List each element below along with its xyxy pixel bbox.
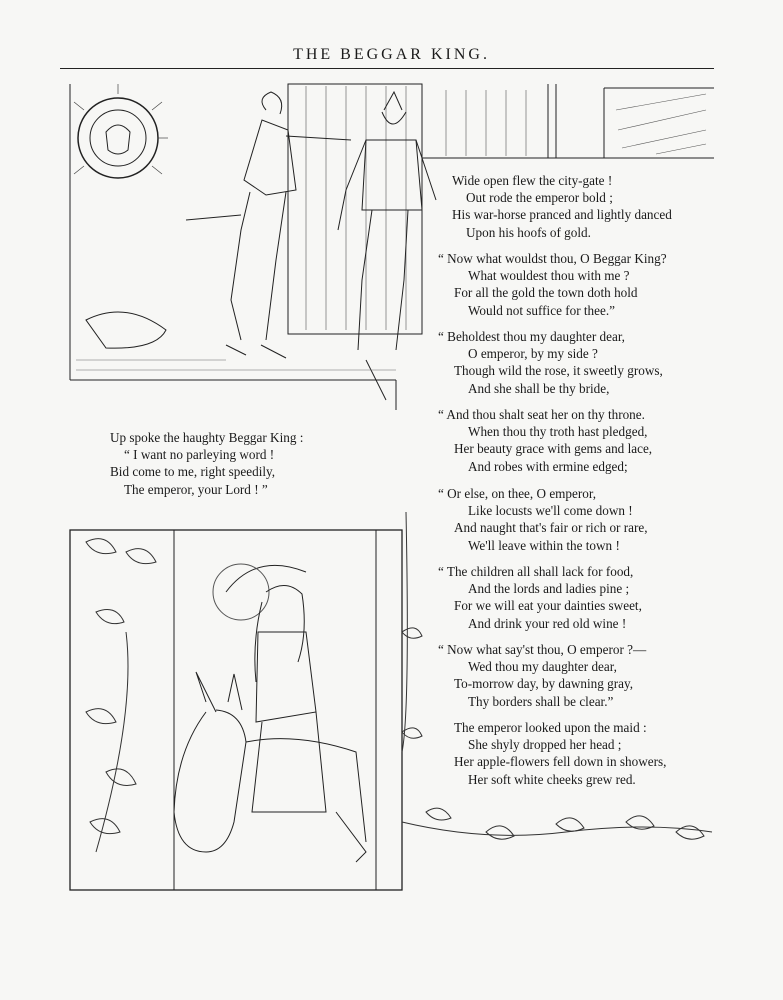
verse-line: And robes with ermine edged; (468, 458, 628, 474)
verse-line: For all the gold the town doth hold (454, 285, 638, 301)
left-stanza (110, 429, 360, 498)
verse-line: When thou thy troth hast pledged, (468, 424, 648, 440)
verse-line: “ Now what say'st thou, O emperor ?— (438, 642, 647, 657)
stanza-7 (438, 641, 738, 710)
verse-line: The emperor, your Lord ! ” (124, 481, 268, 497)
verse-line: “ Beholdest thou my daughter dear, (438, 329, 625, 344)
verse-line: Like locusts we'll come down ! (468, 503, 633, 519)
stanza-2 (438, 250, 738, 319)
verse-line: Wed thou my daughter dear, (468, 659, 617, 675)
verse-line: O emperor, by my side ? (468, 346, 598, 362)
verse-line: And the lords and ladies pine ; (468, 581, 630, 597)
verse-line: Up spoke the haughty Beggar King : (110, 430, 304, 445)
verse-line: Her beauty grace with gems and lace, (454, 441, 653, 457)
header-rule (60, 68, 714, 69)
verse-line: “ And thou shalt seat her on thy throne. (438, 407, 645, 422)
verse-line: The emperor looked upon the maid : (454, 720, 647, 735)
verse-line: “ Or else, on thee, O emperor, (438, 486, 597, 501)
verse-line: “ Now what wouldst thou, O Beggar King? (438, 251, 667, 266)
verse-line: “ I want no parleying word ! (124, 447, 275, 463)
stanza-8 (438, 719, 738, 788)
stanza-5 (438, 485, 738, 554)
verse-line: Upon his hoofs of gold. (466, 224, 591, 240)
verse-line: Wide open flew the city-gate ! (452, 173, 613, 188)
verse-line: Bid come to me, right speedily, (110, 464, 276, 480)
verse-line: For we will eat your dainties sweet, (454, 598, 642, 614)
verse-line: And drink your red old wine ! (468, 615, 627, 631)
verse-line: And she shall be thy bride, (468, 380, 610, 396)
verse-line: We'll leave within the town ! (468, 537, 620, 553)
verse-line: Out rode the emperor bold ; (466, 190, 613, 206)
verse-line: Her soft white cheeks grew red. (468, 771, 636, 787)
verse-line: She shyly dropped her head ; (468, 737, 622, 753)
stanza-3 (438, 328, 738, 397)
verse-line: Would not suffice for thee.” (468, 302, 616, 318)
verse-line: Thy borders shall be clear.” (468, 693, 614, 709)
stanza-6 (438, 563, 738, 632)
verse-line: “ The children all shall lack for food, (438, 564, 634, 579)
verse-line: His war-horse pranced and lightly danced (452, 207, 672, 223)
verse-line: Though wild the rose, it sweetly grows, (454, 363, 663, 379)
verse-line: What wouldest thou with me ? (468, 268, 630, 284)
page-title: THE BEGGAR KING. (293, 46, 490, 63)
verse-line: Her apple-flowers fell down in showers, (454, 754, 667, 770)
verse-line: And naught that's fair or rich or rare, (454, 520, 648, 536)
stanza-4 (438, 406, 738, 475)
verse-line: To-morrow day, by dawning gray, (454, 676, 634, 692)
stanza-1 (438, 172, 738, 241)
